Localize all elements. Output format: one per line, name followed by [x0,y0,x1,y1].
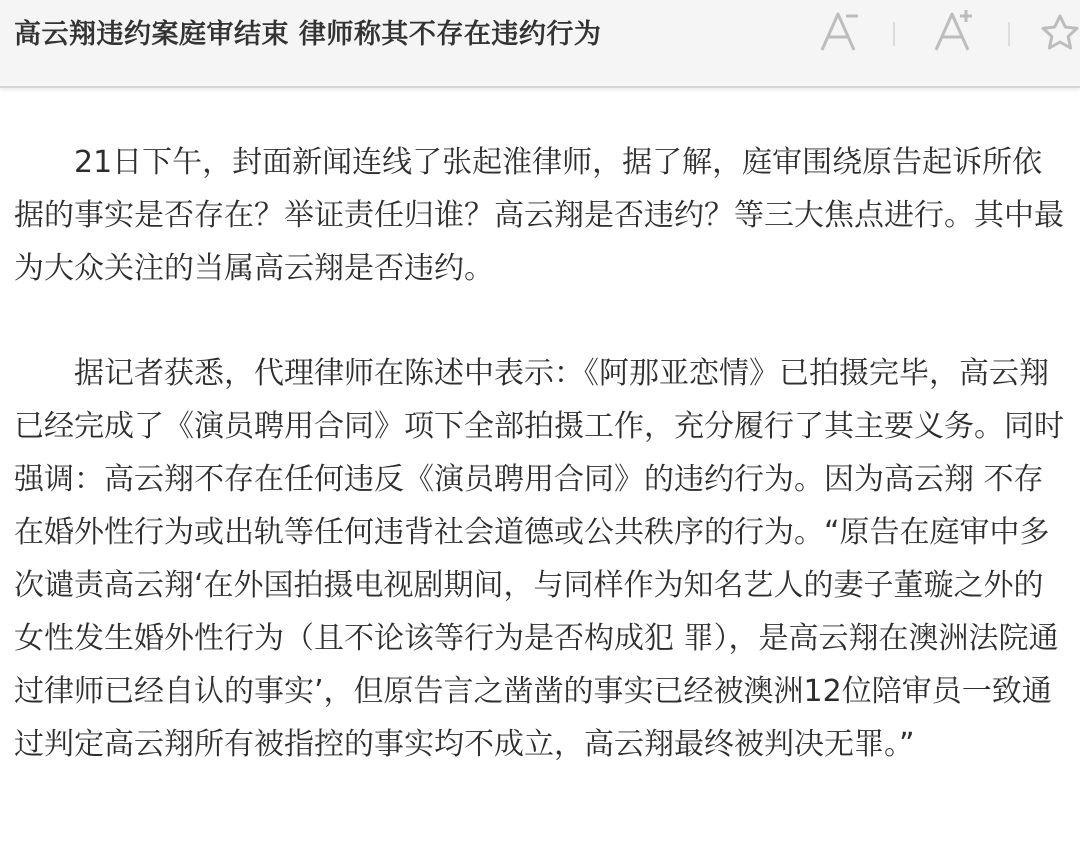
increase-font-button[interactable] [926,6,982,58]
font-increase-icon [926,6,982,58]
page-title: 高云翔违约案庭审结束 律师称其不存在违约行为 [14,19,602,50]
star-icon [1038,6,1080,58]
article-paragraph: 21日下午，封面新闻连线了张起淮律师，据了解，庭审围绕原告起诉所依据的事实是否存在？举证责任归谁？高云翔是否违约？等三大焦点进行。其中最为大众关注的当属高云翔是否违约。 [14,145,1064,286]
decrease-font-button[interactable] [812,6,868,58]
favorite-button[interactable] [1038,6,1080,58]
toolbar-divider [893,22,895,46]
article-body [14,136,1070,823]
top-toolbar [0,0,1080,88]
article-paragraph: 据记者获悉，代理律师在陈述中表示：《阿那亚恋情》已拍摄完毕，高云翔已经完成了《演员聘用合同》项下全部拍摄工作，充分履行了其主要义务。同时强调：高云翔不存在任何违反《演员聘用合同》的违约行为。因为高云翔 不存在婚外性行为或出轨等任何违背社会道德或公共秩序的行为。“原告在庭审中多次谴责高云翔‘在外国拍摄电视剧期间，与同样作为知名艺人的妻子董璇之外的女性发生婚外性行为（且不论该等行为是否构成犯 罪），是高云翔在澳洲法院通过律师已经自认的事实’，但原告言之凿凿的事实已经被澳洲12位陪审员一致通过判定高云翔所有被指控的事实均不成立，高云翔最终被判决无罪。” [14,356,1064,762]
font-decrease-icon [812,6,868,58]
toolbar-divider [1008,22,1010,46]
